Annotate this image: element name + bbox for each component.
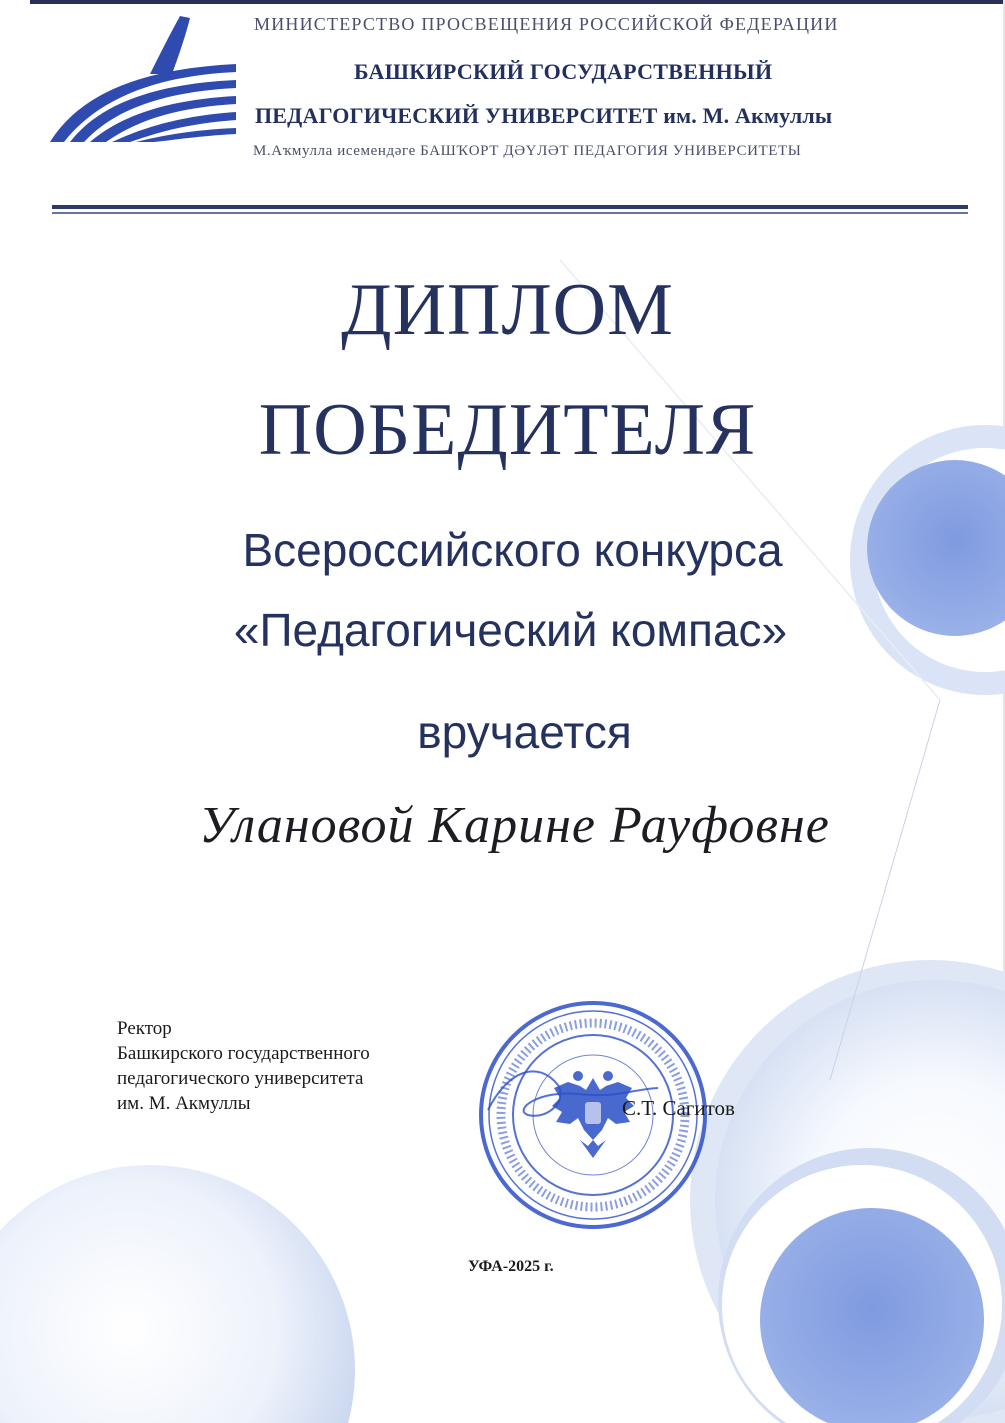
university-name-line2: ПЕДАГОГИЧЕСКИЙ УНИВЕРСИТЕТ им. М. Акмуллы: [255, 103, 833, 128]
university-logo: [50, 14, 240, 144]
rector-line: Башкирского государственного: [117, 1043, 370, 1064]
diploma-subtitle: ПОБЕДИТЕЛЯ: [258, 389, 757, 471]
rector-line: педагогического университета: [117, 1068, 364, 1089]
signer-name: С.Т. Сагитов: [622, 1096, 735, 1120]
circle-blue-lower: [760, 1208, 984, 1423]
circle-lower-left: [0, 1165, 355, 1423]
competition-line1: Всероссийского конкурса: [242, 524, 783, 576]
place-year: УФА-2025 г.: [468, 1258, 554, 1275]
rector-line: им. М. Акмуллы: [117, 1093, 251, 1114]
ministry-heading: МИНИСТЕРСТВО ПРОСВЕЩЕНИЯ РОССИЙСКОЙ ФЕДЕРАЦИИ: [254, 14, 839, 34]
university-name-bashkir: М.Аҡмулла исемендәге БАШҠОРТ ДӘҮЛӘТ ПЕДАГОГИЯ УНИВЕРСИТЕТЫ: [253, 143, 802, 159]
diploma-title: ДИПЛОМ: [341, 269, 674, 351]
header-divider-thin: [52, 212, 968, 214]
awarded-text: вручается: [417, 706, 632, 758]
rector-title-block: [117, 1016, 370, 1116]
header-divider-thick: [52, 205, 968, 209]
competition-name: «Педагогический компас»: [233, 604, 788, 656]
university-name-line1: БАШКИРСКИЙ ГОСУДАРСТВЕННЫЙ: [354, 59, 773, 84]
recipient-name: Улановой Карине Рауфовне: [199, 797, 830, 854]
rector-line: Ректор: [117, 1018, 172, 1039]
